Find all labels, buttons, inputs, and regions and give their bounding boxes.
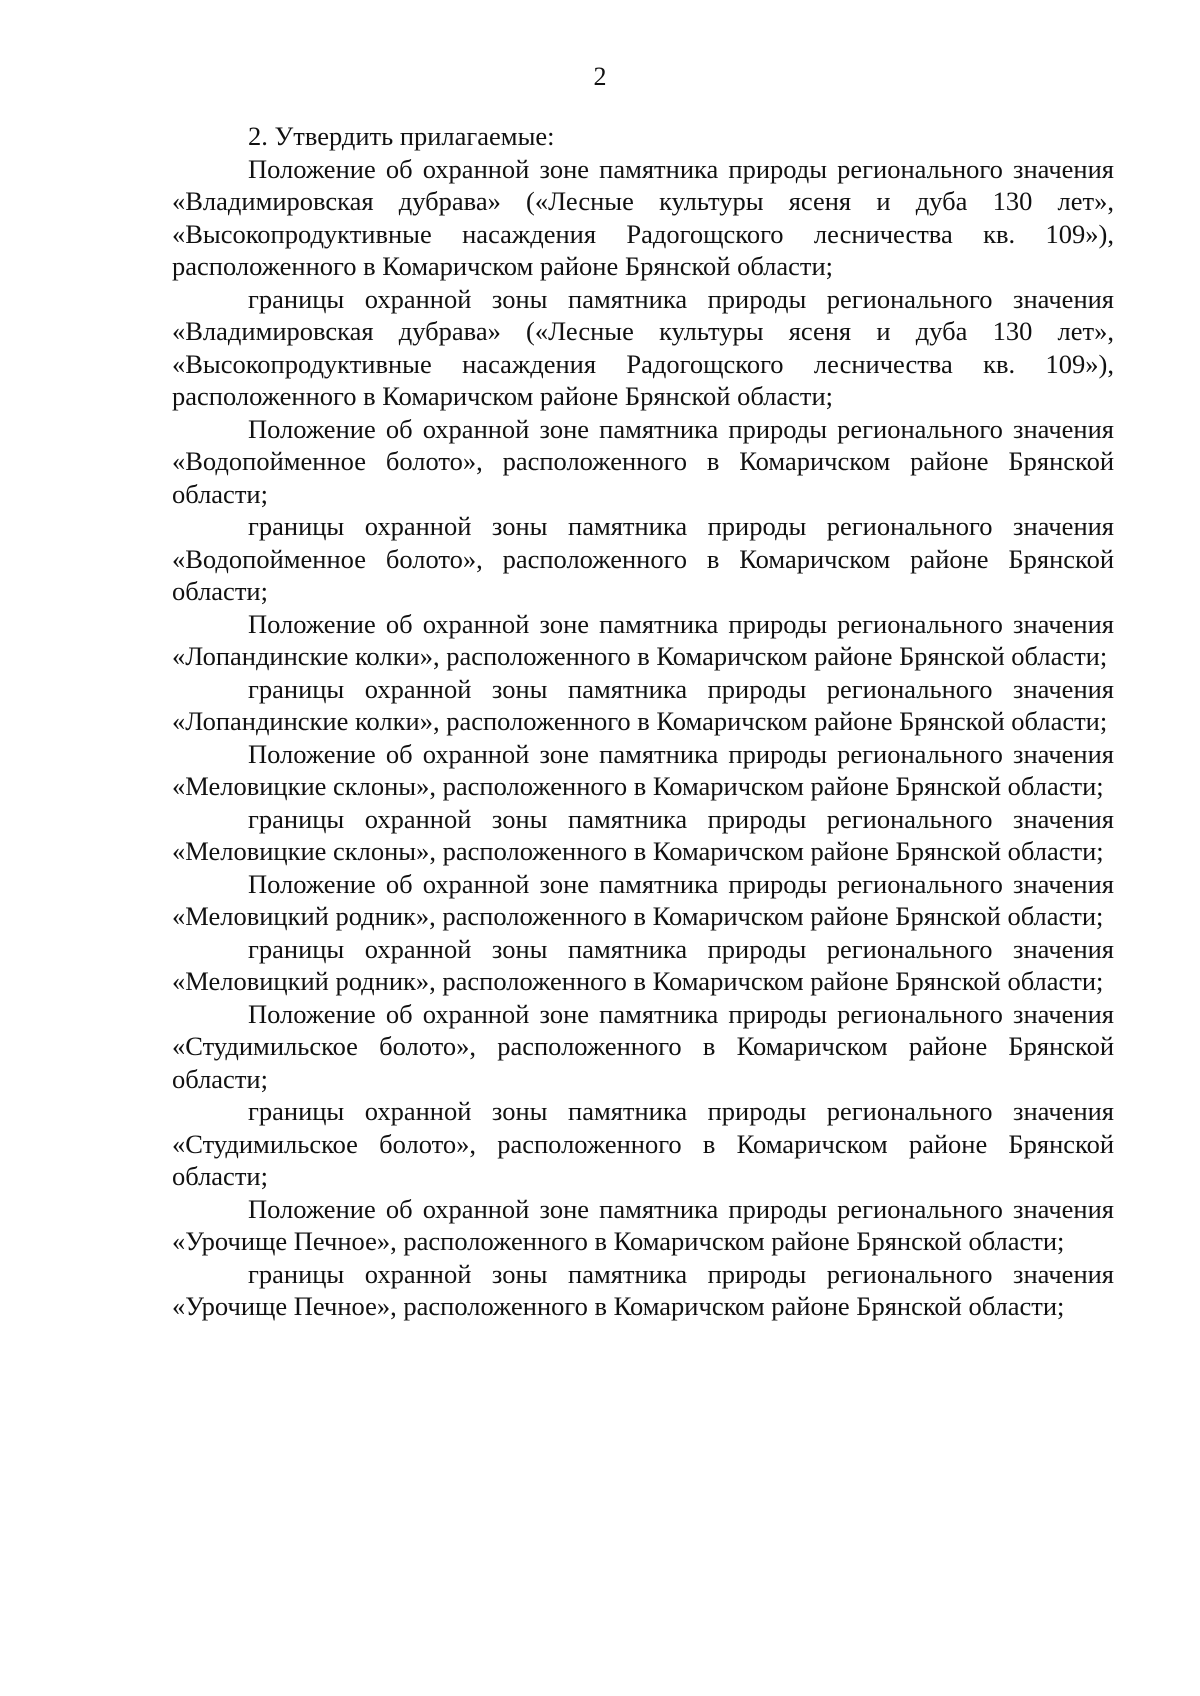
paragraph-regulation-studimilskoe: Положение об охранной зоне памятника природы регионального значения «Студимильское болото», расположенного в Комаричском районе Брянской области; xyxy=(172,998,1114,1094)
paragraph-boundaries-melovitskiy-rodnik: границы охранной зоны памятника природы регионального значения «Меловицкий родник», расположенного в Комаричском районе Брянской области; xyxy=(172,933,1114,996)
paragraph-approve-intro: 2. Утвердить прилагаемые: xyxy=(248,121,555,151)
paragraph-boundaries-urochishche-pechnoe: границы охранной зоны памятника природы регионального значения «Урочище Печное», расположенного в Комаричском районе Брянской области; xyxy=(172,1258,1114,1321)
paragraph-boundaries-melovitskie-sklony: границы охранной зоны памятника природы регионального значения «Меловицкие склоны», расположенного в Комаричском районе Брянской области; xyxy=(172,803,1114,866)
paragraph-boundaries-studimilskoe: границы охранной зоны памятника природы регионального значения «Студимильское болото», расположенного в Комаричском районе Брянской области; xyxy=(172,1096,1114,1191)
paragraph-regulation-melovitskie-sklony: Положение об охранной зоне памятника природы регионального значения «Меловицкие склоны», расположенного в Комаричском районе Брянской области; xyxy=(172,738,1114,801)
paragraph-regulation-melovitskiy-rodnik: Положение об охранной зоне памятника природы регионального значения «Меловицкий родник», расположенного в Комаричском районе Брянской области; xyxy=(172,868,1114,931)
paragraph-regulation-vladimirovskaya: Положение об охранной зоне памятника природы регионального значения «Владимировская дубрава» («Лесные культуры ясеня и дуба 130 лет», «Высокопродуктивные насаждения Радогощского лесничества кв. 109»), расположенного в Комаричском районе Брянской области; xyxy=(172,153,1114,281)
paragraph-regulation-urochishche-pechnoe: Положение об охранной зоне памятника природы регионального значения «Урочище Печное», расположенного в Комаричском районе Брянской области; xyxy=(172,1193,1114,1256)
paragraph-boundaries-vodopoymennoe: границы охранной зоны памятника природы регионального значения «Водопойменное болото», расположенного в Комаричском районе Брянской области; xyxy=(172,511,1114,606)
paragraph-regulation-lopandinskie: Положение об охранной зоне памятника природы регионального значения «Лопандинские колки», расположенного в Комаричском районе Брянской области; xyxy=(172,608,1114,671)
paragraph-regulation-vodopoymennoe: Положение об охранной зоне памятника природы регионального значения «Водопойменное болото», расположенного в Комаричском районе Брянской области; xyxy=(172,413,1114,509)
page-number: 2 xyxy=(593,62,607,91)
paragraph-boundaries-lopandinskie: границы охранной зоны памятника природы регионального значения «Лопандинские колки», расположенного в Комаричском районе Брянской области; xyxy=(172,673,1114,736)
paragraph-boundaries-vladimirovskaya: границы охранной зоны памятника природы регионального значения «Владимировская дубрава» («Лесные культуры ясеня и дуба 130 лет», «Высокопродуктивные насаждения Радогощского лесничества кв. 109»), расположенного в Комаричском районе Брянской области; xyxy=(172,283,1114,411)
document-body xyxy=(172,120,1114,1323)
